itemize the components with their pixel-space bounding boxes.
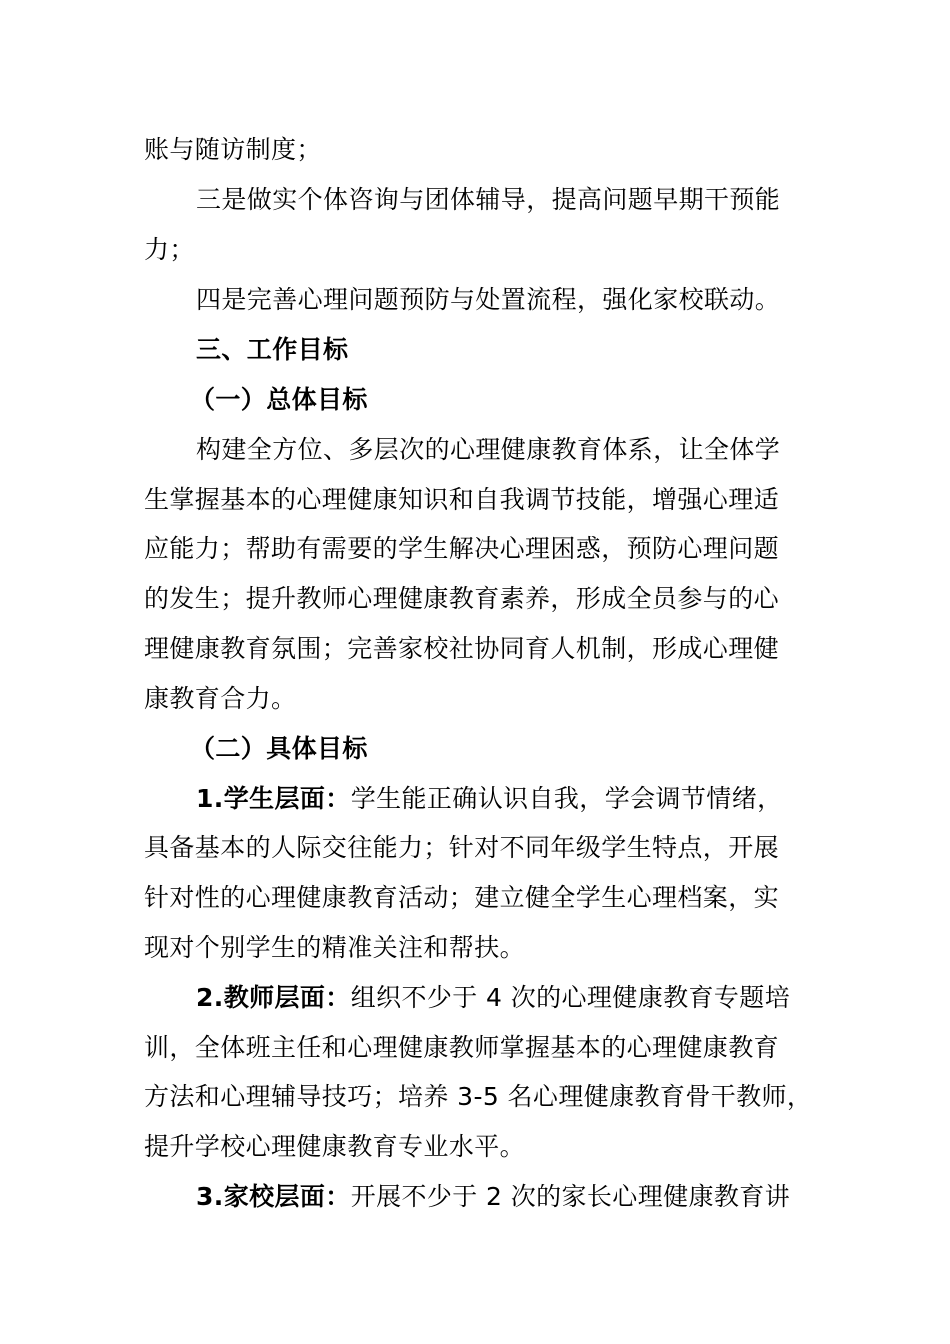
goal-item-text: 开展不少于 2 次的家长心理健康教育讲: [350, 1182, 791, 1211]
text-line: 四是完善心理问题预防与处置流程，强化家校联动。: [196, 285, 781, 314]
text-line: 生掌握基本的心理健康知识和自我调节技能，增强心理适: [144, 485, 780, 514]
goal-item-label: 1.学生层面：: [196, 784, 351, 813]
text-line: 康教育合力。: [144, 684, 297, 713]
goal-item-first-line: [196, 782, 783, 816]
goal-item-first-line: [196, 1180, 790, 1214]
text-line: 现对个别学生的精准关注和帮扶。: [144, 933, 526, 962]
goal-item-first-line: [196, 981, 790, 1015]
text-line: 方法和心理辅导技巧；培养 3-5 名心理健康教育骨干教师，: [144, 1082, 813, 1111]
text-line: 训，全体班主任和心理健康教师掌握基本的心理健康教育: [144, 1033, 780, 1062]
goal-item-text: 组织不少于 4 次的心理健康教育专题培: [350, 983, 791, 1012]
subsection-heading: （一）总体目标: [190, 385, 368, 414]
text-line: 提升学校心理健康教育专业水平。: [144, 1132, 526, 1161]
text-line: 具备基本的人际交往能力；针对不同年级学生特点，开展: [144, 833, 780, 862]
goal-item-label: 2.教师层面：: [196, 983, 351, 1012]
text-line: 账与随访制度；: [144, 135, 322, 164]
text-line: 构建全方位、多层次的心理健康教育体系，让全体学: [196, 435, 781, 464]
goal-item-text: 学生能正确认识自我，学会调节情绪，: [350, 784, 783, 813]
text-line: 力；: [144, 235, 195, 264]
text-line: 针对性的心理健康教育活动；建立健全学生心理档案，实: [144, 883, 780, 912]
section-heading: 三、工作目标: [196, 335, 349, 364]
goal-item-label: 3.家校层面：: [196, 1182, 351, 1211]
text-line: 理健康教育氛围；完善家校社协同育人机制，形成心理健: [144, 634, 780, 663]
text-line: 的发生；提升教师心理健康教育素养，形成全员参与的心: [144, 584, 780, 613]
subsection-heading: （二）具体目标: [190, 734, 368, 763]
text-line: 三是做实个体咨询与团体辅导，提高问题早期干预能: [196, 185, 781, 214]
text-line: 应能力；帮助有需要的学生解决心理困惑，预防心理问题: [144, 534, 780, 563]
